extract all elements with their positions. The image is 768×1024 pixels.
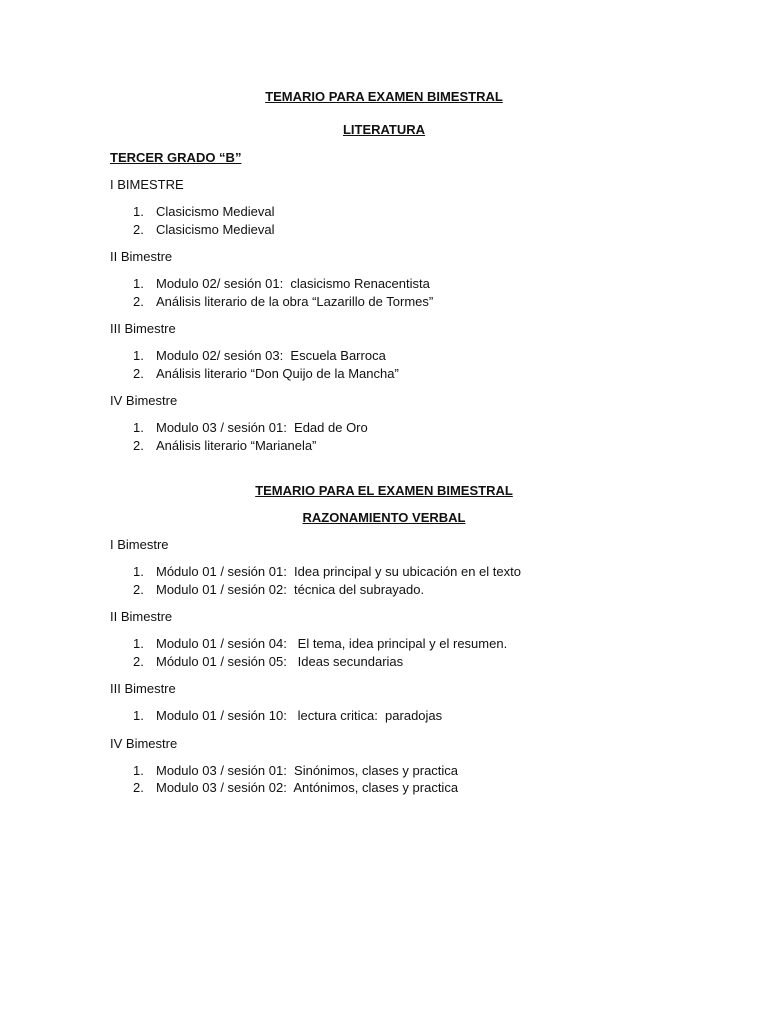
list-item — [110, 347, 658, 365]
grade-heading: TERCER GRADO “B” — [110, 150, 242, 165]
list-number: 1. — [133, 420, 144, 435]
list-number: 1. — [133, 762, 144, 778]
list-item-text: Clasicismo Medieval — [156, 221, 275, 237]
lit-bimestre-label-2: II Bimestre — [110, 249, 173, 264]
literatura-subtitle: LITERATURA — [342, 122, 426, 137]
lit-bimestre-list-3 — [110, 347, 658, 382]
list-number: 1. — [133, 636, 144, 651]
list-item — [110, 293, 658, 311]
rv-bimestre-list-2 — [110, 635, 658, 670]
list-item — [110, 563, 658, 581]
list-number: 1. — [133, 348, 144, 363]
lit-bimestre-list-4 — [110, 419, 658, 454]
list-item — [110, 419, 658, 437]
rv-bimestre-list-4 — [110, 762, 658, 797]
list-number: 1. — [133, 708, 144, 723]
lit-bimestre-list-1 — [110, 203, 658, 238]
list-item-text: Modulo 01 / sesión 02: técnica del subrayado. — [156, 581, 425, 597]
rv-bimestre-label-2: II Bimestre — [110, 609, 173, 624]
list-number: 1. — [133, 276, 144, 291]
list-item-text: Módulo 01 / sesión 01: Idea principal y su ubicación en el texto — [156, 564, 521, 579]
lit-bimestre-label-4: IV Bimestre — [110, 393, 178, 408]
rv-bimestre-label-4: IV Bimestre — [110, 735, 178, 751]
list-item-text: Clasicismo Medieval — [156, 204, 275, 219]
list-number: 1. — [133, 564, 144, 579]
list-item-text: Modulo 01 / sesión 10: lectura critica: paradojas — [156, 708, 443, 723]
list-item-text: Análisis literario de la obra “Lazarillo de Tormes” — [156, 293, 434, 309]
razonamiento-title: TEMARIO PARA EL EXAMEN BIMESTRAL — [255, 483, 513, 498]
list-item — [110, 653, 658, 671]
rv-bimestre-label-1: I Bimestre — [110, 537, 169, 552]
list-item — [110, 203, 658, 221]
document-page — [110, 88, 658, 797]
list-item — [110, 437, 658, 455]
razonamiento-subtitle: RAZONAMIENTO VERBAL — [302, 510, 466, 525]
lit-bimestre-label-1: I BIMESTRE — [110, 177, 184, 192]
rv-bimestre-list-3 — [110, 707, 658, 725]
list-item-text: Modulo 01 / sesión 04: El tema, idea principal y el resumen. — [156, 636, 508, 651]
list-item — [110, 635, 658, 653]
rv-bimestre-list-1 — [110, 563, 658, 598]
list-number: 2. — [133, 653, 144, 669]
list-item-text: Modulo 02/ sesión 01: clasicismo Renacentista — [156, 276, 430, 291]
lit-bimestre-list-2 — [110, 275, 658, 310]
list-item — [110, 221, 658, 239]
list-item-text: Análisis literario “Don Quijo de la Mancha” — [156, 365, 399, 381]
list-number: 2. — [133, 780, 144, 795]
rv-bimestre-label-3: III Bimestre — [110, 681, 176, 696]
list-item-text: Módulo 01 / sesión 05: Ideas secundarias — [156, 653, 404, 669]
list-item — [110, 762, 658, 780]
list-item-text: Modulo 03 / sesión 01: Edad de Oro — [156, 420, 368, 435]
list-item-text: Modulo 02/ sesión 03: Escuela Barroca — [156, 348, 386, 363]
list-item-text: Análisis literario “Marianela” — [156, 437, 317, 453]
list-item — [110, 275, 658, 293]
list-number: 1. — [133, 204, 144, 219]
list-number: 2. — [133, 293, 144, 309]
list-item — [110, 707, 658, 725]
list-number: 2. — [133, 437, 144, 453]
list-item-text: Modulo 03 / sesión 02: Antónimos, clases y practica — [156, 780, 459, 795]
list-item — [110, 365, 658, 383]
list-number: 2. — [133, 581, 144, 597]
lit-bimestre-label-3: III Bimestre — [110, 321, 176, 336]
list-number: 2. — [133, 365, 144, 381]
literatura-title: TEMARIO PARA EXAMEN BIMESTRAL — [265, 89, 503, 104]
list-item-text: Modulo 03 / sesión 01: Sinónimos, clases y practica — [156, 762, 459, 778]
list-number: 2. — [133, 221, 144, 237]
list-item — [110, 779, 658, 797]
list-item — [110, 581, 658, 599]
